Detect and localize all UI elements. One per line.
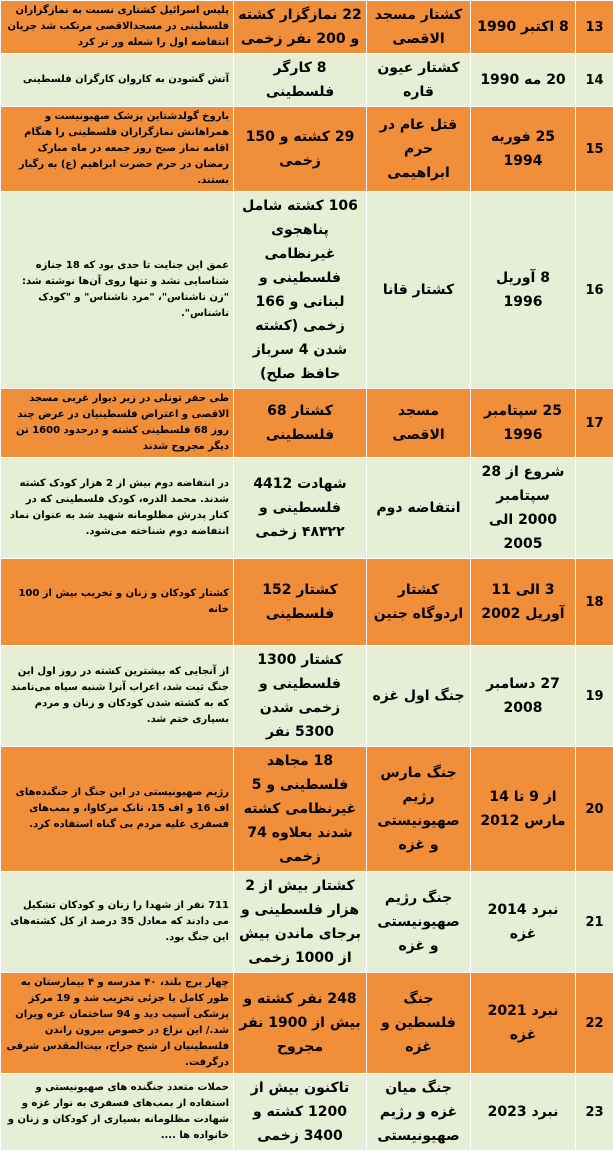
- table-row: [1, 107, 613, 192]
- row-number-cell: 19: [576, 646, 613, 747]
- description-cell: حملات متعدد جنگنده های صهیونیستی و استفاده از بمب‌های فسفری به نوار غزه و شهادت مظلومانه بسیاری از کودکان و زنان و خانواده ها ....: [1, 1074, 234, 1151]
- table-row: [1, 646, 613, 747]
- description-cell: 711 نفر از شهدا را زنان و کودکان تشکیل می دادند که معادل 35 درصد از کل کشته‌های این جنگ بود.: [1, 872, 234, 973]
- row-number-cell: 23: [576, 1074, 613, 1151]
- casualties-cell: 22 نمازگزار کشته و 200 نفر زخمی: [234, 1, 367, 54]
- date-cell: نبرد 2021 غزه: [471, 973, 576, 1074]
- casualties-cell: 106 کشته شامل پناهجوی غیرنظامی فلسطینی و لبنانی و 166 زخمی (کشته شدن 4 سرباز حافظ صلح): [234, 192, 367, 389]
- event-cell: کشتار قانا: [367, 192, 471, 389]
- date-cell: نبرد 2023: [471, 1074, 576, 1151]
- table-row: [1, 872, 613, 973]
- description-cell: پلیس اسرائیل کشتاری نسبت به نمازگزاران فلسطینی در مسجدالاقصی مرتکب شد جریان انتفاضه اول را شعله ور تر کرد: [1, 1, 234, 54]
- event-cell: مسجد الاقصی: [367, 389, 471, 458]
- casualties-cell: کشتار 68 فلسطینی: [234, 389, 367, 458]
- description-cell: رژیم صهیونیستی در این جنگ از جنگنده‌های اف 16 و اف 15، تانک مرکاوا، و بمب‌های فسفری علیه مردم بی گناه استفاده کرد.: [1, 747, 234, 872]
- row-number-cell: 22: [576, 973, 613, 1074]
- casualties-cell: کشتار بیش از 2 هزار فلسطینی و برجای ماندن بیش از 1000 زخمی: [234, 872, 367, 973]
- date-cell: 25 فوریه 1994: [471, 107, 576, 192]
- event-cell: جنگ مارس رژیم صهیونیستی و غزه: [367, 747, 471, 872]
- event-cell: انتفاضه دوم: [367, 458, 471, 559]
- description-cell: طی حفر تونلی در زیر دیوار غربی مسجد الاقصی و اعتراض فلسطینیان در عرض چند روز 68 فلسطینی کشته و درحدود 1600 تن دیگر مجروح شدند: [1, 389, 234, 458]
- event-cell: کشتار مسجد الاقصی: [367, 1, 471, 54]
- casualties-cell: 8 کارگر فلسطینی: [234, 54, 367, 107]
- table-row: [1, 747, 613, 872]
- description-cell: در انتفاضه دوم بیش از 2 هزار کودک کشته شدند. محمد الدره، کودک فلسطینی که در کنار پدرش مظلومانه شهید شد به عنوان نماد انتفاضه دوم شناخته می‌شود.: [1, 458, 234, 559]
- row-number-cell: 21: [576, 872, 613, 973]
- description-cell: عمق این جنایت تا حدی بود که 18 جنازه شناسایی نشد و تنها روی آن‌ها نوشته شد: "زن ناشناس"، "مرد ناشناس" و "کودک ناشناس".: [1, 192, 234, 389]
- description-cell: از آنجایی که بیشترین کشته در روز اول این جنگ ثبت شد، اعراب آنرا شنبه سیاه می‌نامند که به کشته شدن کودکان و زنان و مردم بسیاری ختم شد.: [1, 646, 234, 747]
- date-cell: 3 الی 11 آوریل 2002: [471, 559, 576, 646]
- table-row: [1, 389, 613, 458]
- table-row: [1, 1, 613, 54]
- row-number-cell: 20: [576, 747, 613, 872]
- row-number-cell: 13: [576, 1, 613, 54]
- event-cell: جنگ میان غزه و رژیم صهیونیستی: [367, 1074, 471, 1151]
- date-cell: از 9 تا 14 مارس 2012: [471, 747, 576, 872]
- event-cell: جنگ رژیم صهیونیستی و غزه: [367, 872, 471, 973]
- table-row: [1, 54, 613, 107]
- row-number-cell: 16: [576, 192, 613, 389]
- description-cell: کشتار کودکان و زنان و تخریب بیش از 100 خانه: [1, 559, 234, 646]
- row-number-cell: 14: [576, 54, 613, 107]
- date-cell: 25 سپتامبر 1996: [471, 389, 576, 458]
- table-row: [1, 973, 613, 1074]
- casualties-cell: کشتار 1300 فلسطینی و زخمی شدن 5300 نفر: [234, 646, 367, 747]
- table-row: [1, 1074, 613, 1151]
- casualties-cell: 29 کشته و 150 زخمی: [234, 107, 367, 192]
- event-cell: جنگ فلسطین و غزه: [367, 973, 471, 1074]
- table-row: [1, 559, 613, 646]
- description-cell: باروخ گولدشتاین پزشک صهیونیست و همراهانش نمازگزاران فلسطینی را هنگام اقامه نماز صبح روز جمعه در ماه مبارک رمضان در حرم حضرت ابراهیم (ع) به رگبار بستند.: [1, 107, 234, 192]
- casualties-cell: کشتار 152 فلسطینی: [234, 559, 367, 646]
- date-cell: شروع از 28 سپتامبر 2000 الی 2005: [471, 458, 576, 559]
- row-number-cell: 15: [576, 107, 613, 192]
- table-row: [1, 458, 613, 559]
- date-cell: نبرد 2014 غزه: [471, 872, 576, 973]
- event-cell: جنگ اول غزه: [367, 646, 471, 747]
- row-number-cell: [576, 458, 613, 559]
- event-cell: کشتار اردوگاه جنین: [367, 559, 471, 646]
- date-cell: 27 دسامبر 2008: [471, 646, 576, 747]
- date-cell: 8 آوریل 1996: [471, 192, 576, 389]
- casualties-cell: 18 مجاهد فلسطینی و 5 غیرنظامی کشته شدند بعلاوه 74 زخمی: [234, 747, 367, 872]
- description-cell: آتش گشودن به کاروان کارگران فلسطینی: [1, 54, 234, 107]
- date-cell: 8 اکتبر 1990: [471, 1, 576, 54]
- description-cell: چهار برج بلند، ۴۰ مدرسه و ۴ بیمارستان به طور کامل یا جزئی تخریب شد و 19 مرکز پزشکی آسیب دید و 94 ساختمان غزه ویران شد./ این نزاع در خصوص بیرون راندن فلسطینیان از شیخ جراح، بیت‌المقدس شرقی درگرفت.: [1, 973, 234, 1074]
- event-cell: قتل عام در حرم ابراهیمی: [367, 107, 471, 192]
- event-cell: کشتار عیون قاره: [367, 54, 471, 107]
- row-number-cell: 18: [576, 559, 613, 646]
- date-cell: 20 مه 1990: [471, 54, 576, 107]
- row-number-cell: 17: [576, 389, 613, 458]
- table-row: [1, 192, 613, 389]
- casualties-cell: تاکنون بیش از 1200 کشته و 3400 زخمی: [234, 1074, 367, 1151]
- casualties-cell: شهادت 4412 فلسطینی و ۴۸۳۲۲ زخمی: [234, 458, 367, 559]
- casualties-cell: 248 نفر کشته و بیش از 1900 نفر مجروح: [234, 973, 367, 1074]
